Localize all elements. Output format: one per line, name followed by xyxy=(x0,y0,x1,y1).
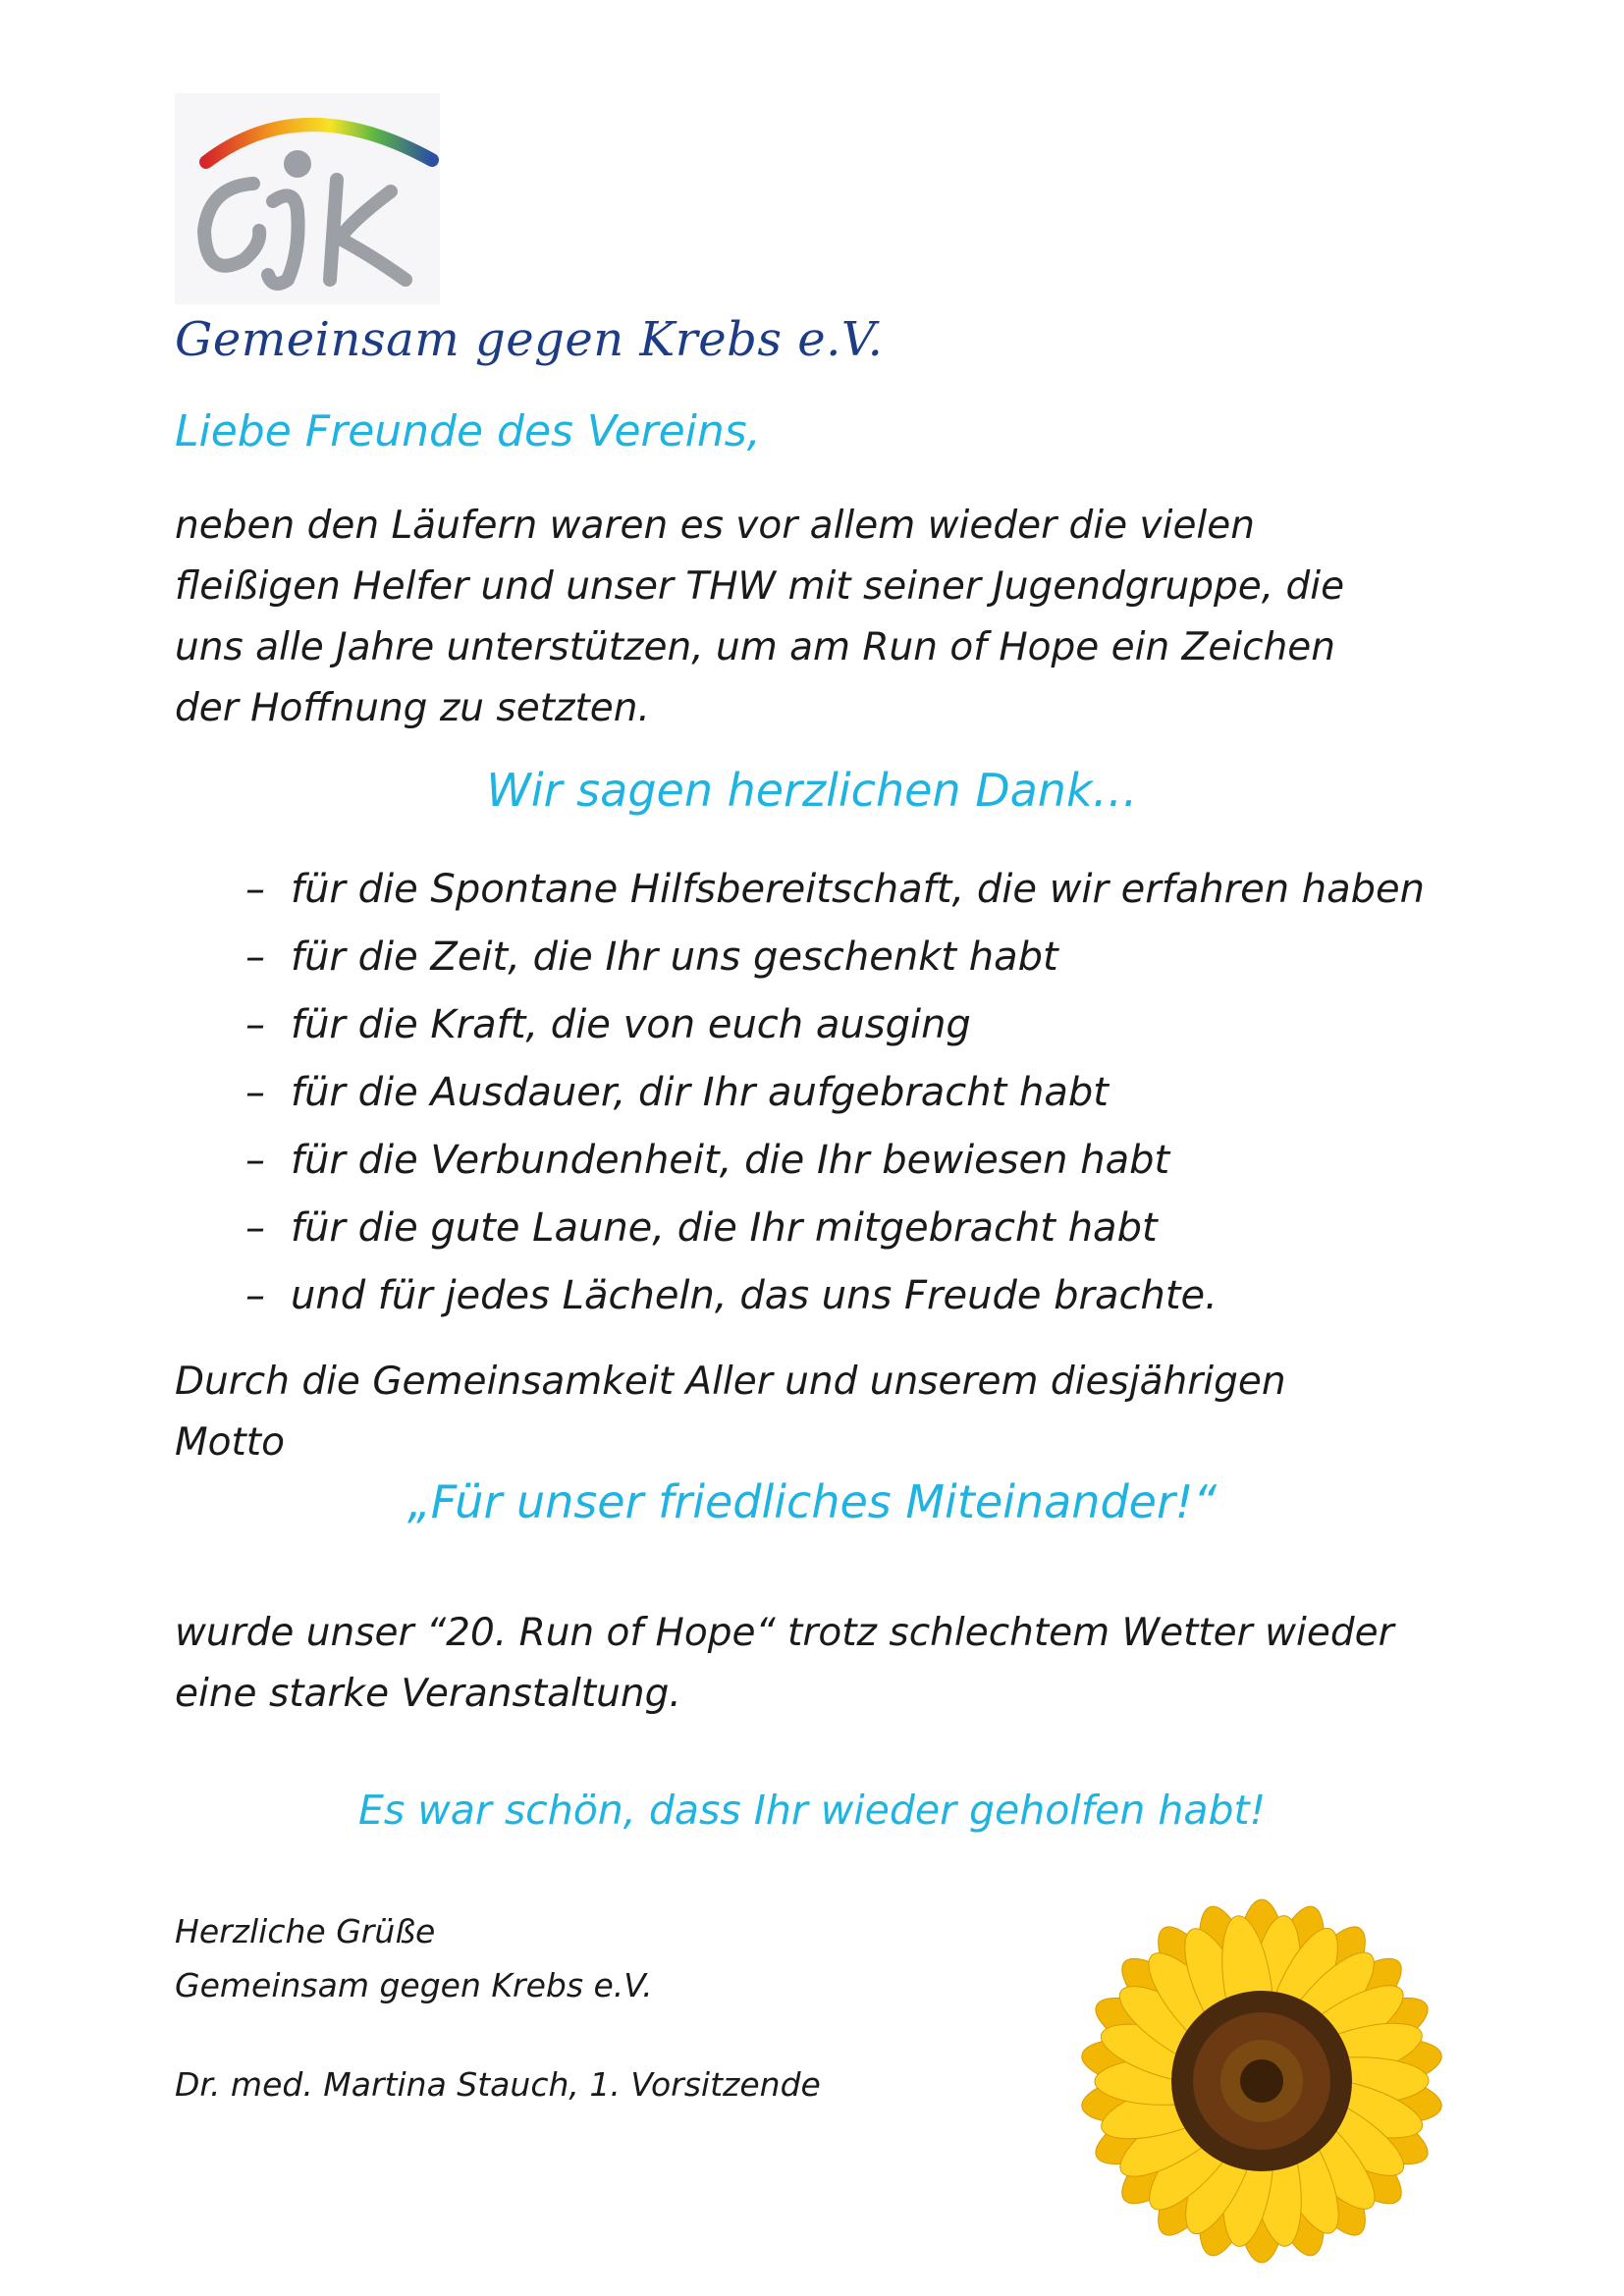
intro-line: uns alle Jahre unterstützen, um am Run of Hope ein Zeichen xyxy=(175,625,1336,669)
list-item-text: für die Ausdauer, dir Ihr aufgebracht habt xyxy=(291,1070,1109,1115)
community-line: Motto xyxy=(175,1420,285,1465)
organization-name: Gemeinsam gegen Krebs e.V. xyxy=(175,312,884,367)
list-item-text: für die gute Laune, die Ihr mitgebracht habt xyxy=(291,1205,1158,1251)
logo-icon xyxy=(175,93,440,304)
salutation: Liebe Freunde des Vereins, xyxy=(175,406,761,456)
greeting-line: Herzliche Grüße xyxy=(175,1912,436,1950)
list-item xyxy=(245,1195,1425,1262)
result-line: wurde unser “20. Run of Hope“ trotz schlechtem Wetter wieder xyxy=(175,1611,1394,1655)
greeting-line: Gemeinsam gegen Krebs e.V. xyxy=(175,1966,653,2004)
closing-line: Es war schön, dass Ihr wieder geholfen habt! xyxy=(357,1787,1267,1834)
thanks-heading: Wir sagen herzlichen Dank… xyxy=(486,764,1138,817)
result-paragraph xyxy=(175,1603,1471,1725)
list-item-text: für die Verbundenheit, die Ihr bewiesen habt xyxy=(291,1138,1170,1183)
dash-bullet: – xyxy=(245,1070,265,1115)
motto: „Für unser friedliches Miteinander!“ xyxy=(406,1475,1218,1528)
dash-bullet: – xyxy=(245,934,265,980)
sunflower-icon xyxy=(1051,1885,1473,2277)
list-item-text: für die Kraft, die von euch ausging xyxy=(291,1002,971,1047)
list-item xyxy=(245,1262,1425,1330)
community-line: Durch die Gemeinsamkeit Aller und unserem diesjährigen xyxy=(175,1360,1286,1404)
dash-bullet: – xyxy=(245,1273,265,1318)
list-item xyxy=(245,991,1425,1059)
community-paragraph xyxy=(175,1352,1451,1473)
list-item-text: für die Zeit, die Ihr uns geschenkt habt xyxy=(291,934,1058,980)
list-item-text: für die Spontane Hilfsbereitschaft, die wir erfahren haben xyxy=(291,867,1426,912)
list-item xyxy=(245,924,1425,991)
list-item xyxy=(245,1059,1425,1127)
dash-bullet: – xyxy=(245,867,265,912)
list-item xyxy=(245,1127,1425,1195)
signature: Dr. med. Martina Stauch, 1. Vorsitzende xyxy=(175,2065,821,2104)
intro-line: fleißigen Helfer und unser THW mit seiner Jugendgruppe, die xyxy=(175,564,1345,609)
thanks-list xyxy=(245,856,1425,1330)
intro-paragraph xyxy=(175,496,1441,739)
dash-bullet: – xyxy=(245,1002,265,1047)
result-line: eine starke Veranstaltung. xyxy=(175,1672,681,1716)
intro-line: der Hoffnung zu setzten. xyxy=(175,686,650,730)
intro-line: neben den Läufern waren es vor allem wieder die vielen xyxy=(175,504,1255,548)
list-item-text: und für jedes Lächeln, das uns Freude brachte. xyxy=(291,1273,1218,1318)
greeting xyxy=(175,1904,653,2012)
dash-bullet: – xyxy=(245,1138,265,1183)
dash-bullet: – xyxy=(245,1205,265,1251)
list-item xyxy=(245,856,1425,924)
